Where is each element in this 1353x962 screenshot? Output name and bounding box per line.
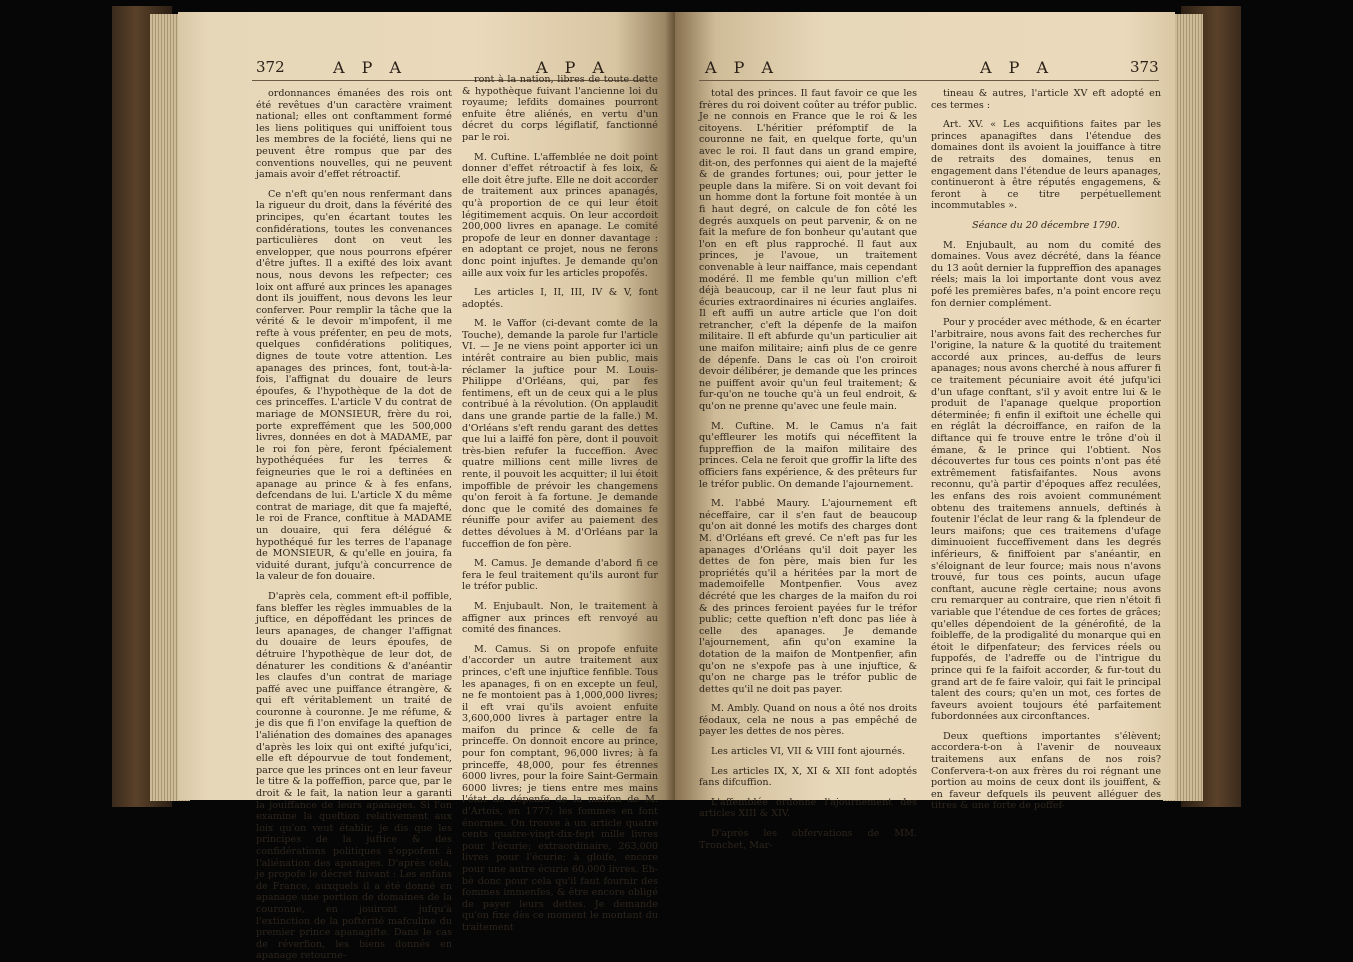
paragraph: D'après les obfervations de MM. Tronchet, Mar- — [699, 828, 917, 851]
paragraph: M. Cuftine. M. le Camus n'a fait qu'effleurer les motifs qui néceffitent la fuppreffion de la maifon militaire des princes. Cela ne feroit que groffir la lifte des officiers fans expérience, & des prêteurs fur le tréfor public. On demande l'ajournement. — [699, 420, 917, 490]
paragraph: M. Cuftine. L'affemblée ne doit point donner d'effet rétroactif à fes loix, & elle doit être jufte. Elle ne doit accorder de traitement aux princes apanagés, qu'à proportion de ce qui leur étoit légitimement acquis. On leur accordoit 200,000 livres en apanage. Le comité propofe de leur en donner davantage : en adoptant ce projet, nous ne ferons donc point injuftes. Je demande qu'on aille aux voix fur les articles propofés. — [462, 151, 658, 279]
running-head-right-inner: A P A — [705, 58, 780, 77]
left-page — [178, 12, 675, 962]
header-rule-right — [699, 80, 1159, 81]
left-page-column-2 — [462, 74, 658, 933]
paragraph: M. Camus. Si on propofe enfuite d'accorder un autre traitement aux princes, c'eft une injuftice fenfible. Tous les apanages, fi on en excepte un feul, ne fe montoient pas à 1,000,000 livres; il eft vrai qu'ils avoient enfuite 3,600,000 livres à partager entre la maifon du prince & celle de fa princeffe. On donnoit encore au prince, pour fon comptant, 96,000 livres; à fa princeffe, 48,000, pour fes étrennes 6000 livres, pour la foire Saint-Germain 6000 livres; je tiens entre mes mains l'état de dépenfe de la maifon de M. d'Artois, en 1777; les fommes en font énormes. On trouve à un article quatre cents quatre-vingt-dix-fept mille livres pour l'écurie; extraordinaire, 263,000 livres pour l'écurie; à gloife, encore pour une autre écurie 60,000 livres. Eh-bè donc pour cela qu'il faut fournir des fommes immenfes, & être encore obligé de payer leurs dettes. Je demande qu'on fixe dès ce moment le montant du traitement — [462, 643, 658, 933]
right-page — [675, 12, 1175, 851]
running-head-left-outer: A P A — [333, 58, 408, 77]
page-number-left: 372 — [256, 58, 285, 76]
page-number-right: 373 — [1130, 58, 1159, 76]
right-page-column-2 — [931, 88, 1161, 812]
paragraph: M. le Vaffor (ci-devant comte de la Touche), demande la parole fur l'article VI. — Je ne viens point apporter ici un intérêt contraire au bien public, mais réclamer la juftice pour M. Louis-Philippe d'Orléans, qui, par fes fentimens, eft un de ceux qui a le plus contribué à la révolution. (On applaudit dans une grande partie de la falle.) M. d'Orléans s'eft rendu garant des dettes que lui a laiffé fon père, dont il pouvoit très-bien refufer la fucceffion. Avec quatre millions cent mille livres de rente, il pouvoit les acquitter; il lui étoit impoffible de prévoir les changemens qu'on feroit à fa fortune. Je demande donc que le comité des domaines fe réuniffe pour avifer au paiement des dettes dévolues à M. d'Orléans par la fucceffion de fon père. — [462, 318, 658, 550]
paragraph: Les articles I, II, III, IV & V, font adoptés. — [462, 287, 658, 310]
paragraph: D'après cela, comment eft-il poffible, fans bleffer les règles immuables de la juftice, en dépoffédant les princes de leurs apanages, de changer l'affignat du douaire de leurs époufes, de détruire l'hypothèque de leur dot, de dénaturer les conditions & d'anéantir les claufes d'un contrat de mariage paffé avec une puiffance étrangère, & qui eft véritablement un traité de couronne à couronne. Je me réfume, & je dis que fi l'on envifage la queftion de l'aliénation des domaines des apanages d'après les loix qui ont exifté jufqu'ici, elle eft dépourvue de tout fondement, parce que les princes ont en leur faveur le titre & la poffeffion, parce que, par le droit & le fait, la nation leur a garanti la jouiffance de leurs apanages. Si l'on examine la queftion relativement aux loix qu'on veut établir, je dis que les principes de la juftice & des confidérations politiques s'oppofent à l'aliénation des apanages. D'après cela, je propofe le décret fuivant : Les enfans de France, auxquels il a été donné en apanage une portion de domaines de la couronne, en jouiront jufqu'à l'extinction de la poftérité mafculine du premier prince apanagifte. Dans le cas de réverfion, les biens donnés en apanage retourne- — [256, 590, 452, 962]
paragraph: Ce n'eft qu'en nous renfermant dans la rigueur du droit, dans la févérité des principes, qu'en écartant toutes les confidérations, toutes les convenances particulières dont on veut les envelopper, que nous pourrons efpérer d'être juftes. Il a exifté des loix avant nous, nous devons les refpecter; ces loix ont affuré aux princes les apanages dont ils jouiffent, nous devons les leur conferver. Pour remplir la tâche que la vérité & le devoir m'impofent, il me refte à vous préfenter, en peu de mots, quelques confidérations politiques, dignes de toute votre attention. Les apanages des princes, font, tout-à-la-fois, l'affignat du douaire de leurs époufes, & l'hypothèque de la dot de ces princeffes. L'article V du contrat de mariage de MONSIEUR, frère du roi, porte expreffément que les 500,000 livres, données en dot à MADAME, par le roi fon père, feront fpécialement hypothéquées fur les terres & feigneuries que le roi a deftinées en apanage au prince & à fes enfans, defcendans de lui. L'article X du même contrat de mariage, dit que fa majefté, le roi de France, conftitue à MADAME un douaire, qui fera délégué & hypothéqué fur les terres de l'apanage de MONSIEUR, & qu'elle en jouira, fa viduité durant, jufqu'à concurrence de la valeur de fon douaire. — [256, 188, 452, 583]
paragraph: tineau & autres, l'article XV eft adopté en ces termes : — [931, 88, 1161, 111]
paragraph: Séance du 20 décembre 1790. — [972, 219, 1120, 231]
paragraph: L'affemblée ordonne l'ajournement des articles XIII & XIV. — [699, 796, 917, 820]
paragraph: M. l'abbé Maury. L'ajournement eft néceffaire, car il s'en faut de beaucoup qu'on ait donné les motifs des charges dont M. d'Orléans eft grevé. Ce n'eft pas fur les apanages d'Orléans qu'il doit payer les dettes de fon père, mais bien fur les propriétés qu'il a héritées par la mort de mademoifelle Montpenfier. Vous avez décrété que les charges de la maifon du roi & des princes feroient payées fur le tréfor public; cette queftion n'eft donc pas liée à celle des apanages. Je demande l'ajournement, afin qu'on examine la dotation de la maifon de Montpenfier, afin qu'on ne s'expofe pas à une injuftice, & qu'on ne charge pas le tréfor public de dettes qu'il ne doit pas payer. — [699, 498, 917, 695]
paragraph: M. Enjubault, au nom du comité des domaines. Vous avez décrété, dans la féance du 13 août dernier la fuppreffion des apanages réels; mais la loi importante dont vous avez pofé les premières bafes, n'a point encore reçu fon dernier complément. — [931, 239, 1161, 309]
paragraph: Les articles VI, VII & VIII font ajournés. — [711, 746, 906, 758]
paragraph: M. Ambly. Quand on nous a ôté nos droits féodaux, cela ne nous a pas empêché de payer les dettes de nos pères. — [699, 703, 917, 738]
paragraph: ront à la nation, libres de toute dette & hypothèque fuivant l'ancienne loi du royaume; lefdits domaines pourront enfuite être aliénés, en vertu d'un décret du corps légiflatif, fanctionné par le roi. — [462, 74, 658, 143]
paragraph: Deux queftions importantes s'élèvent; accordera-t-on à l'avenir de nouveaux traitemens aux enfans de nos rois? Confervera-t-on aux frères du roi régnant une portion au moins de ceux dont ils jouiffent, & en faveur defquels ils peuvent alléguer des titres & une forte de poffef- — [931, 730, 1161, 812]
running-head-right-outer: A P A — [980, 58, 1055, 77]
paragraph: ordonnances émanées des rois ont été revêtues d'un caractère vraiment national; elles ont conftamment formé les liens politiques qui uniffoient tous les membres de la fociété, liens qui ne peuvent être rompus que par des conventions nouvelles, qui ne peuvent jamais avoir d'effet rétroactif. — [256, 88, 452, 181]
paragraph: Pour y procéder avec méthode, & en écarter l'arbitraire, nous avons fait des recherches fur l'origine, la nature & la quotité du traitement accordé aux princes, au-deffus de leurs apanages; nous avons cherché à nous affurer fi ce traitement pécuniaire avoit été jufqu'ici d'un ufage conftant, s'il y avoit entre lui & le produit de l'apanage quelque proportion déterminée; fi enfin il exiftoit une échelle qui en réglât la décroiffance, en raifon de la diftance qui fe trouve entre le trône d'où il émane, & le prince qui l'obtient. Nos découvertes fur tous ces points n'ont pas été extrêmement fatisfaifantes. Nous avons reconnu, qu'à partir d'époques affez reculées, les enfans des rois avoient communément obtenu des traitemens annuels, deftinés à foutenir l'éclat de leur rang & la fplendeur de leurs maifons; que ces traitemens d'ufage diminuoient fucceffivement dans les degrés inférieurs, & finiffoient par s'anéantir, en s'éloignant de leur fource; mais nous n'avons trouvé, fur tous ces points, aucun ufage conftant, aucune règle certaine; nous avons cru remarquer au contraire, que rien n'étoit fi variable que l'étendue de ces fortes de grâces; qu'elles dépendoient de la générofité, de la foibleffe, de la prodigalité du monarque qui en étoit le difpenfateur; des fervices réels ou fuppofés, de l'adreffe ou de l'intrigue du prince qui fe la faifoit accorder, & fur-tout du grand art de fe faire valoir, qui fait le principal talent des cours; qu'en un mot, ces fortes de faveurs avoient toujours été parfaitement fubordonnées aux circonftances. — [931, 317, 1161, 723]
paragraph: Art. XV. « Les acquifitions faites par les princes apanagiftes dans l'étendue des domaines dont ils avoient la jouiffance à titre de retraits des domaines, tenus en engagement dans l'étendue de leurs apanages, continueront à être réputés engagemens, & feront à ce titre perpétuellement incommutables ». — [931, 119, 1161, 212]
left-page-column-1 — [256, 88, 452, 962]
right-page-column-1 — [699, 88, 917, 851]
paragraph: total des princes. Il faut favoir ce que les frères du roi doivent coûter au tréfor public. Je ne connois en France que le roi & les citoyens. L'héritier préfomptif de la couronne ne fait, en quelque forte, qu'un avec le roi. Il faut dans un grand empire, dit-on, des perfonnes qui aient de la majefté & de grandes fortunes; oui, pour jetter le peuple dans la mifère. Si on voit devant foi un homme dont la fortune foit montée à un fi haut degré, on calcule de fon côté les degrés auxquels on peut parvenir, & on ne fait la mefure de fon bonheur qu'autant que l'on en eft plus rapproché. Il faut aux princes, je l'avoue, un traitement convenable à leur naiffance, mais cependant modéré. Il me femble qu'un million c'eft déjà beaucoup, car il ne leur faut plus ni écuries extraordinaires ni écuries anglaifes. Il eft auffi un autre article que l'on doit retrancher, c'eft la dépenfe de la maifon militaire. Il eft abfurde qu'un particulier ait une maifon militaire; ainfi plus de ce genre de dépenfe. Dans le cas où l'on croiroit devoir délibérer, je demande que les princes ne puiffent avoir qu'un feul traitement; & fur-qu'on ne touche qu'à un feul endroit, & qu'on ne prenne qu'avec une feule main. — [699, 88, 917, 413]
paragraph: M. Camus. Je demande d'abord fi ce fera le feul traitement qu'ils auront fur le tréfor public. — [462, 558, 658, 593]
running-head-left-inner: A P A — [536, 58, 611, 77]
paragraph: Les articles IX, X, XI & XII font adoptés fans difcuffion. — [699, 765, 917, 789]
paragraph: M. Enjubault. Non, le traitement à affigner aux princes eft renvoyé au comité des finances. — [462, 600, 658, 636]
